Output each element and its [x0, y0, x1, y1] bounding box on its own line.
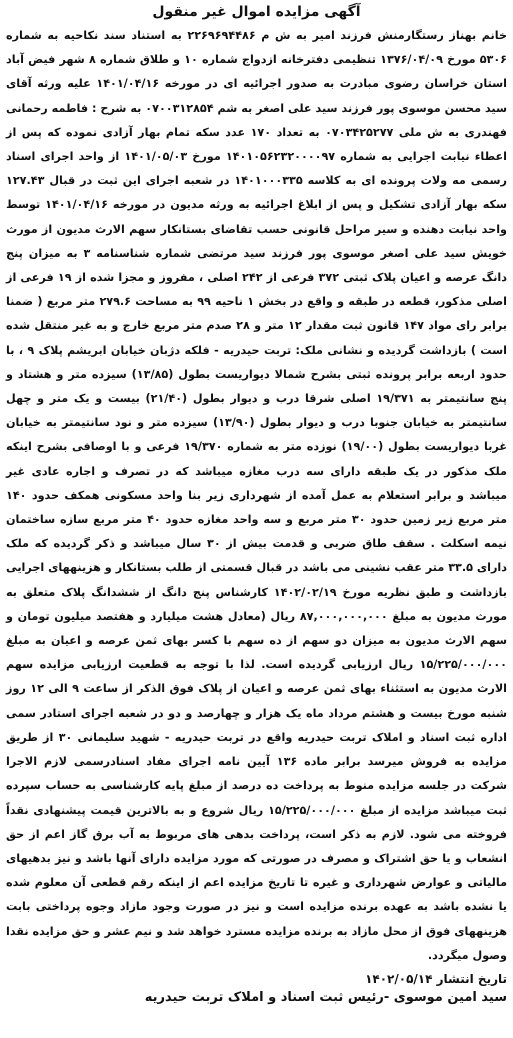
notice-footer [6, 970, 507, 1008]
publish-date: تاریخ انتشار ۱۴۰۲/۰۵/۱۴ [365, 971, 507, 986]
notice-body: خانم بهناز رستگارمنش فرزند امیر به ش م ۲۲۶۹۶۹۴۴۸۶ به استناد سند نکاحیه به شماره ۵۳۰۶ مورخ ۱۳۷۶/۰۴/۰۹ تنظیمی دفترخانه ازدواج شماره ۱۰ و طلاق شماره ۸ شهر فیض آباد استان خراسان رضوی مبادرت به صدور اجرائیه ای در مورخه ۱۴۰۱/۰۴/۱۶ علیه ورثه آقای سید محسن موسوی پور فرزند سید علی اصغر به شم ۰۷۰۰۳۱۲۸۵۴ به شرح : فاطمه رحمانی فهندری به ش ملی ۰۷۰۳۴۲۵۲۷۷ به تعداد ۱۷۰ عدد سکه تمام بهار آزادی نموده که پس از اعطاء نیابت اجرایی به شماره ۱۴۰۱۰۵۶۲۳۲۰۰۰۰۹۷ مورخ ۱۴۰۱/۰۵/۰۳ از واحد اجرای اسناد رسمی مه ولات پرونده ای به کلاسه ۱۴۰۱۰۰۰۳۳۵ در شعبه اجرای این ثبت در قبال ۱۲۷.۴۳ سکه بهار آزادی تشکیل و پس از ابلاغ اجرائیه به ورثه مدیون در مورخه ۱۴۰۱/۰۴/۱۶ توسط واحد نیابت دهنده و سیر مراحل قانونی حسب تقاضای بستانکار سهم الارث مدیون از مورث خویش سید علی اصغر موسوی پور فرزند سید مرتضی شماره شناسنامه ۳ به میزان پنج دانگ عرصه و اعیان پلاک ثبتی ۳۷۲ فرعی از ۲۴۲ اصلی ، مفروز و مجزا شده از ۱۹ فرعی از اصلی مذکور، قطعه در طبقه و واقع در بخش ۱ ناحیه ۹۹ به مساحت ۲۷۹.۶ متر مربع ( ضمنا برابر رای مواد ۱۴۷ قانون ثبت مقدار ۱۲ متر و ۲۸ صدم متر مربع خارج و به غیر منتقل شده است ) بازداشت گردیده و نشانی ملک: تربت حیدریه - فلکه دژبان خیابان ابریشم پلاک ۹ ، با حدود اربعه برابر پرونده ثبتی بشرح شمالا دیواریست بطول (۱۳/۸۵) سیزده متر و هشتاد و پنج سانتیمتر به ۱۹/۳۷۱ اصلی شرقا درب و دیوار بطول (۲۱/۴۰) بیست و یک متر و چهل سانتیمتر به خیابان جنوبا درب و دیوار بطول (۱۳/۹۰) سیزده متر و نود سانتیمتر به خیابان غربا دیواریست بطول (۱۹/۰۰) نوزده متر به شماره ۱۹/۳۷۰ فرعی و با اوصافی بشرح اینکه ملک مذکور در یک طبقه دارای سه درب مغازه میباشد که در تصرف و اجاره عادی غیر میباشد و برابر استعلام به عمل آمده از شهرداری زیر بنا واحد مسکونی همکف حدود ۱۴۰ متر مربع زیر زمین حدود ۳۰ متر مربع و سه واحد مغازه حدود ۴۰ متر مربع سازه ساختمان نیمه اسکلت . سقف طاق ضربی و قدمت بیش از ۳۰ سال میباشد و ذکر گردیده که ملک دارای ۳۳.۵ متر عقب نشینی می باشد در قبال قسمتی از طلب بستانکار و هزینههای اجرایی بازداشت و طبق نظریه مورخ ۱۴۰۲/۰۲/۱۹ کارشناس پنج دانگ از ششدانگ پلاک متعلق به مورث مدیون به مبلغ ۸۷,۰۰۰,۰۰۰,۰۰۰ ریال (معادل هشت میلیارد و هفتصد میلیون تومان و سهم الارث مدیون به میزان دو سهم از ده سهم با کسر بهای ثمن عرصه و اعیان به مبلغ ۱۵/۲۲۵/۰۰۰/۰۰۰ ریال ارزیابی گردیده است. لذا با توجه به قطعیت ارزیابی مزایده سهم الارث مدیون به استثناء بهای ثمن عرصه و اعیان از پلاک فوق الذکر از ساعت ۹ الی ۱۲ روز شنبه مورخ بیست و هشتم مرداد ماه یک هزار و چهارصد و دو در شعبه اجرای استادر سمی اداره ثبت اسناد و املاک تربت حیدریه واقع در تربت حیدریه - شهید سلیمانی ۳۰ از طریق مزایده به فروش میرسد برابر ماده ۱۳۶ آیین نامه اجرای مفاد اسنادرسمی لازم الاجرا شرکت در جلسه مزایده منوط به پرداخت ده درصد از مبلغ پایه کارشناسی به حساب سپرده ثبت میباشد مزایده از مبلغ ۱۵/۲۲۵/۰۰۰/۰۰۰ ریال شروع و به بالاترین قیمت پیشنهادی نقداً فروخته می شود. لازم به ذکر است، پرداخت بدهی های مربوط به آب برق گاز اعم از حق انشعاب و یا حق اشتراک و مصرف در صورتی که مورد مزایده دارای آنها باشد و نیز بدهیهای مالیاتی و عوارض شهرداری و غیره تا تاریخ مزایده اعم از اینکه رقم قطعی آن معلوم شده یا نشده باشد به عهده برنده مزایده است و نیز در صورت وجود مازاد وجوه پرداختی بابت هزینههای فوق از محل مازاد به برنده مزایده مسترد خواهد شد و نیم عشر و حق مزایده نقدا وصول میگردد. [6, 29, 508, 962]
signature-line: سید امین موسوی -رئیس ثبت اسناد و املاک تربت حیدریه [144, 989, 507, 1005]
notice-title: آگهی مزایده اموال غیر منقول [152, 4, 361, 20]
